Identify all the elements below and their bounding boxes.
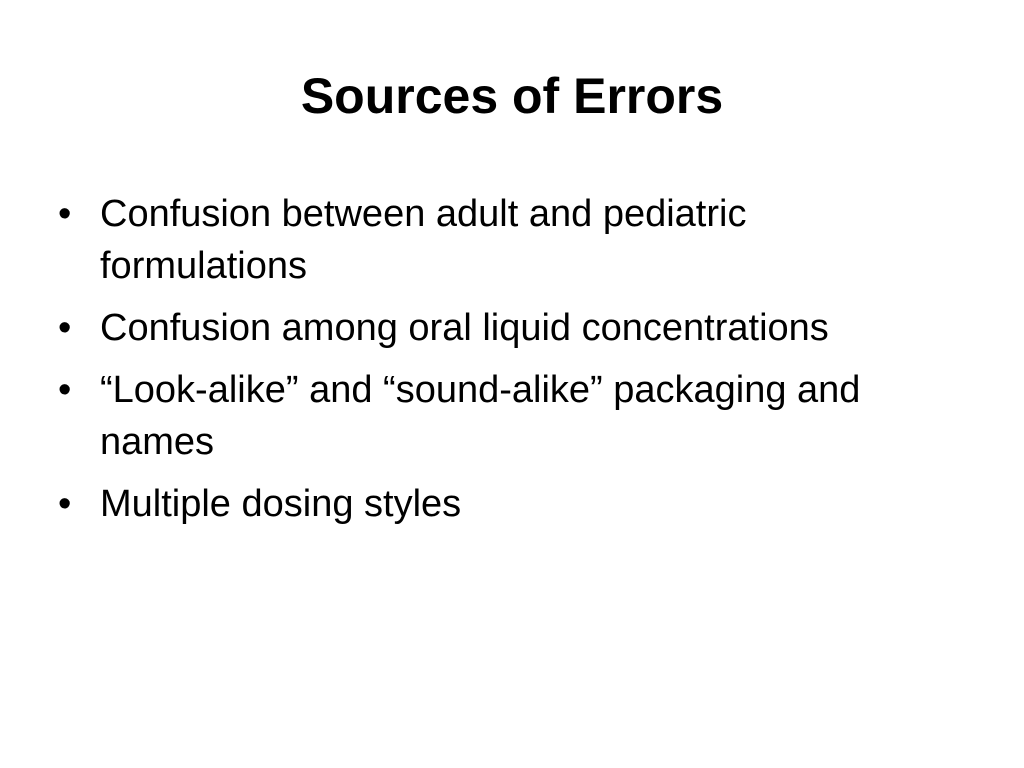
bullet-icon: • bbox=[58, 307, 72, 349]
slide-title: Sources of Errors bbox=[300, 68, 724, 124]
bullet-text: “Look-alike” and “sound-alike” packaging and names bbox=[100, 369, 861, 463]
bullet-text: Confusion between adult and pediatric formulations bbox=[100, 193, 747, 287]
bullet-item bbox=[56, 364, 956, 468]
bullet-icon: • bbox=[58, 193, 72, 235]
bullet-list bbox=[56, 188, 956, 540]
bullet-item bbox=[56, 478, 956, 530]
bullet-item bbox=[56, 302, 956, 354]
bullet-icon: • bbox=[58, 369, 72, 411]
bullet-text: Confusion among oral liquid concentrations bbox=[100, 307, 829, 349]
bullet-text: Multiple dosing styles bbox=[100, 483, 462, 525]
bullet-item bbox=[56, 188, 956, 292]
bullet-icon: • bbox=[58, 483, 72, 525]
